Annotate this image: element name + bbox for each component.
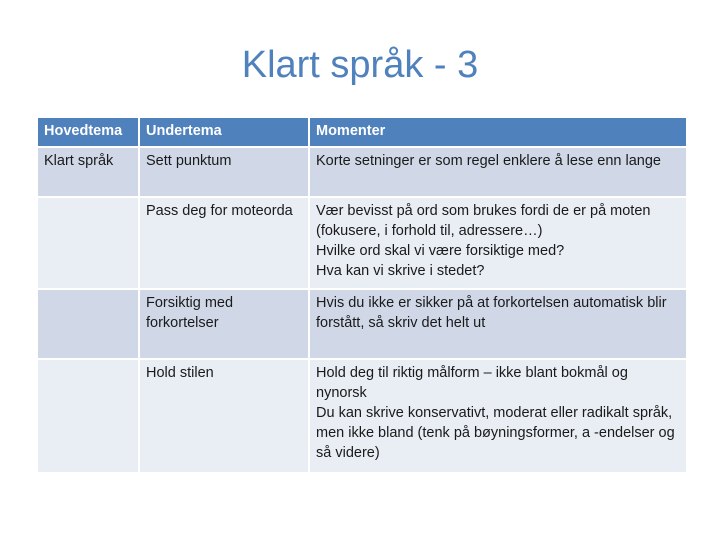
table-row [38,360,686,474]
content-table [38,118,686,474]
point-text: Hold deg til riktig målform – ikke blant bokmål og nynorsk [316,365,628,401]
points-cell [310,198,686,290]
header-hovedtema: Hovedtema [38,118,140,148]
table-row [38,198,686,290]
table-row [38,148,686,198]
slide-title: Klart språk - 3 [241,44,479,86]
table-row [38,290,686,360]
theme-cell [38,290,140,360]
header-undertema: Undertema [140,118,310,148]
points-cell [310,148,686,198]
subtheme-cell: Pass deg for moteorda [140,198,310,290]
subtheme-cell: Sett punktum [140,148,310,198]
subtheme-cell: Forsiktig med forkortelser [140,290,310,360]
point-text: Korte setninger er som regel enklere å lese enn lange [316,153,661,169]
table-header-row [38,118,686,148]
header-momenter: Momenter [310,118,686,148]
point-text: Hvilke ord skal vi være forsiktige med? [316,243,565,259]
theme-cell [38,198,140,290]
theme-cell: Klart språk [38,148,140,198]
theme-cell [38,360,140,474]
point-text: Hvis du ikke er sikker på at forkortelsen automatisk blir forstått, så skriv det helt ut [316,295,667,331]
point-text: Du kan skrive konservativt, moderat eller radikalt språk, men ikke bland (tenk på bøyningsformer, a -endelser og så videre) [316,405,675,461]
points-cell [310,360,686,474]
point-text: Hva kan vi skrive i stedet? [316,263,485,279]
points-cell [310,290,686,360]
point-text: Vær bevisst på ord som brukes fordi de er på moten (fokusere, i forhold til, adressere…) [316,203,651,239]
subtheme-cell: Hold stilen [140,360,310,474]
